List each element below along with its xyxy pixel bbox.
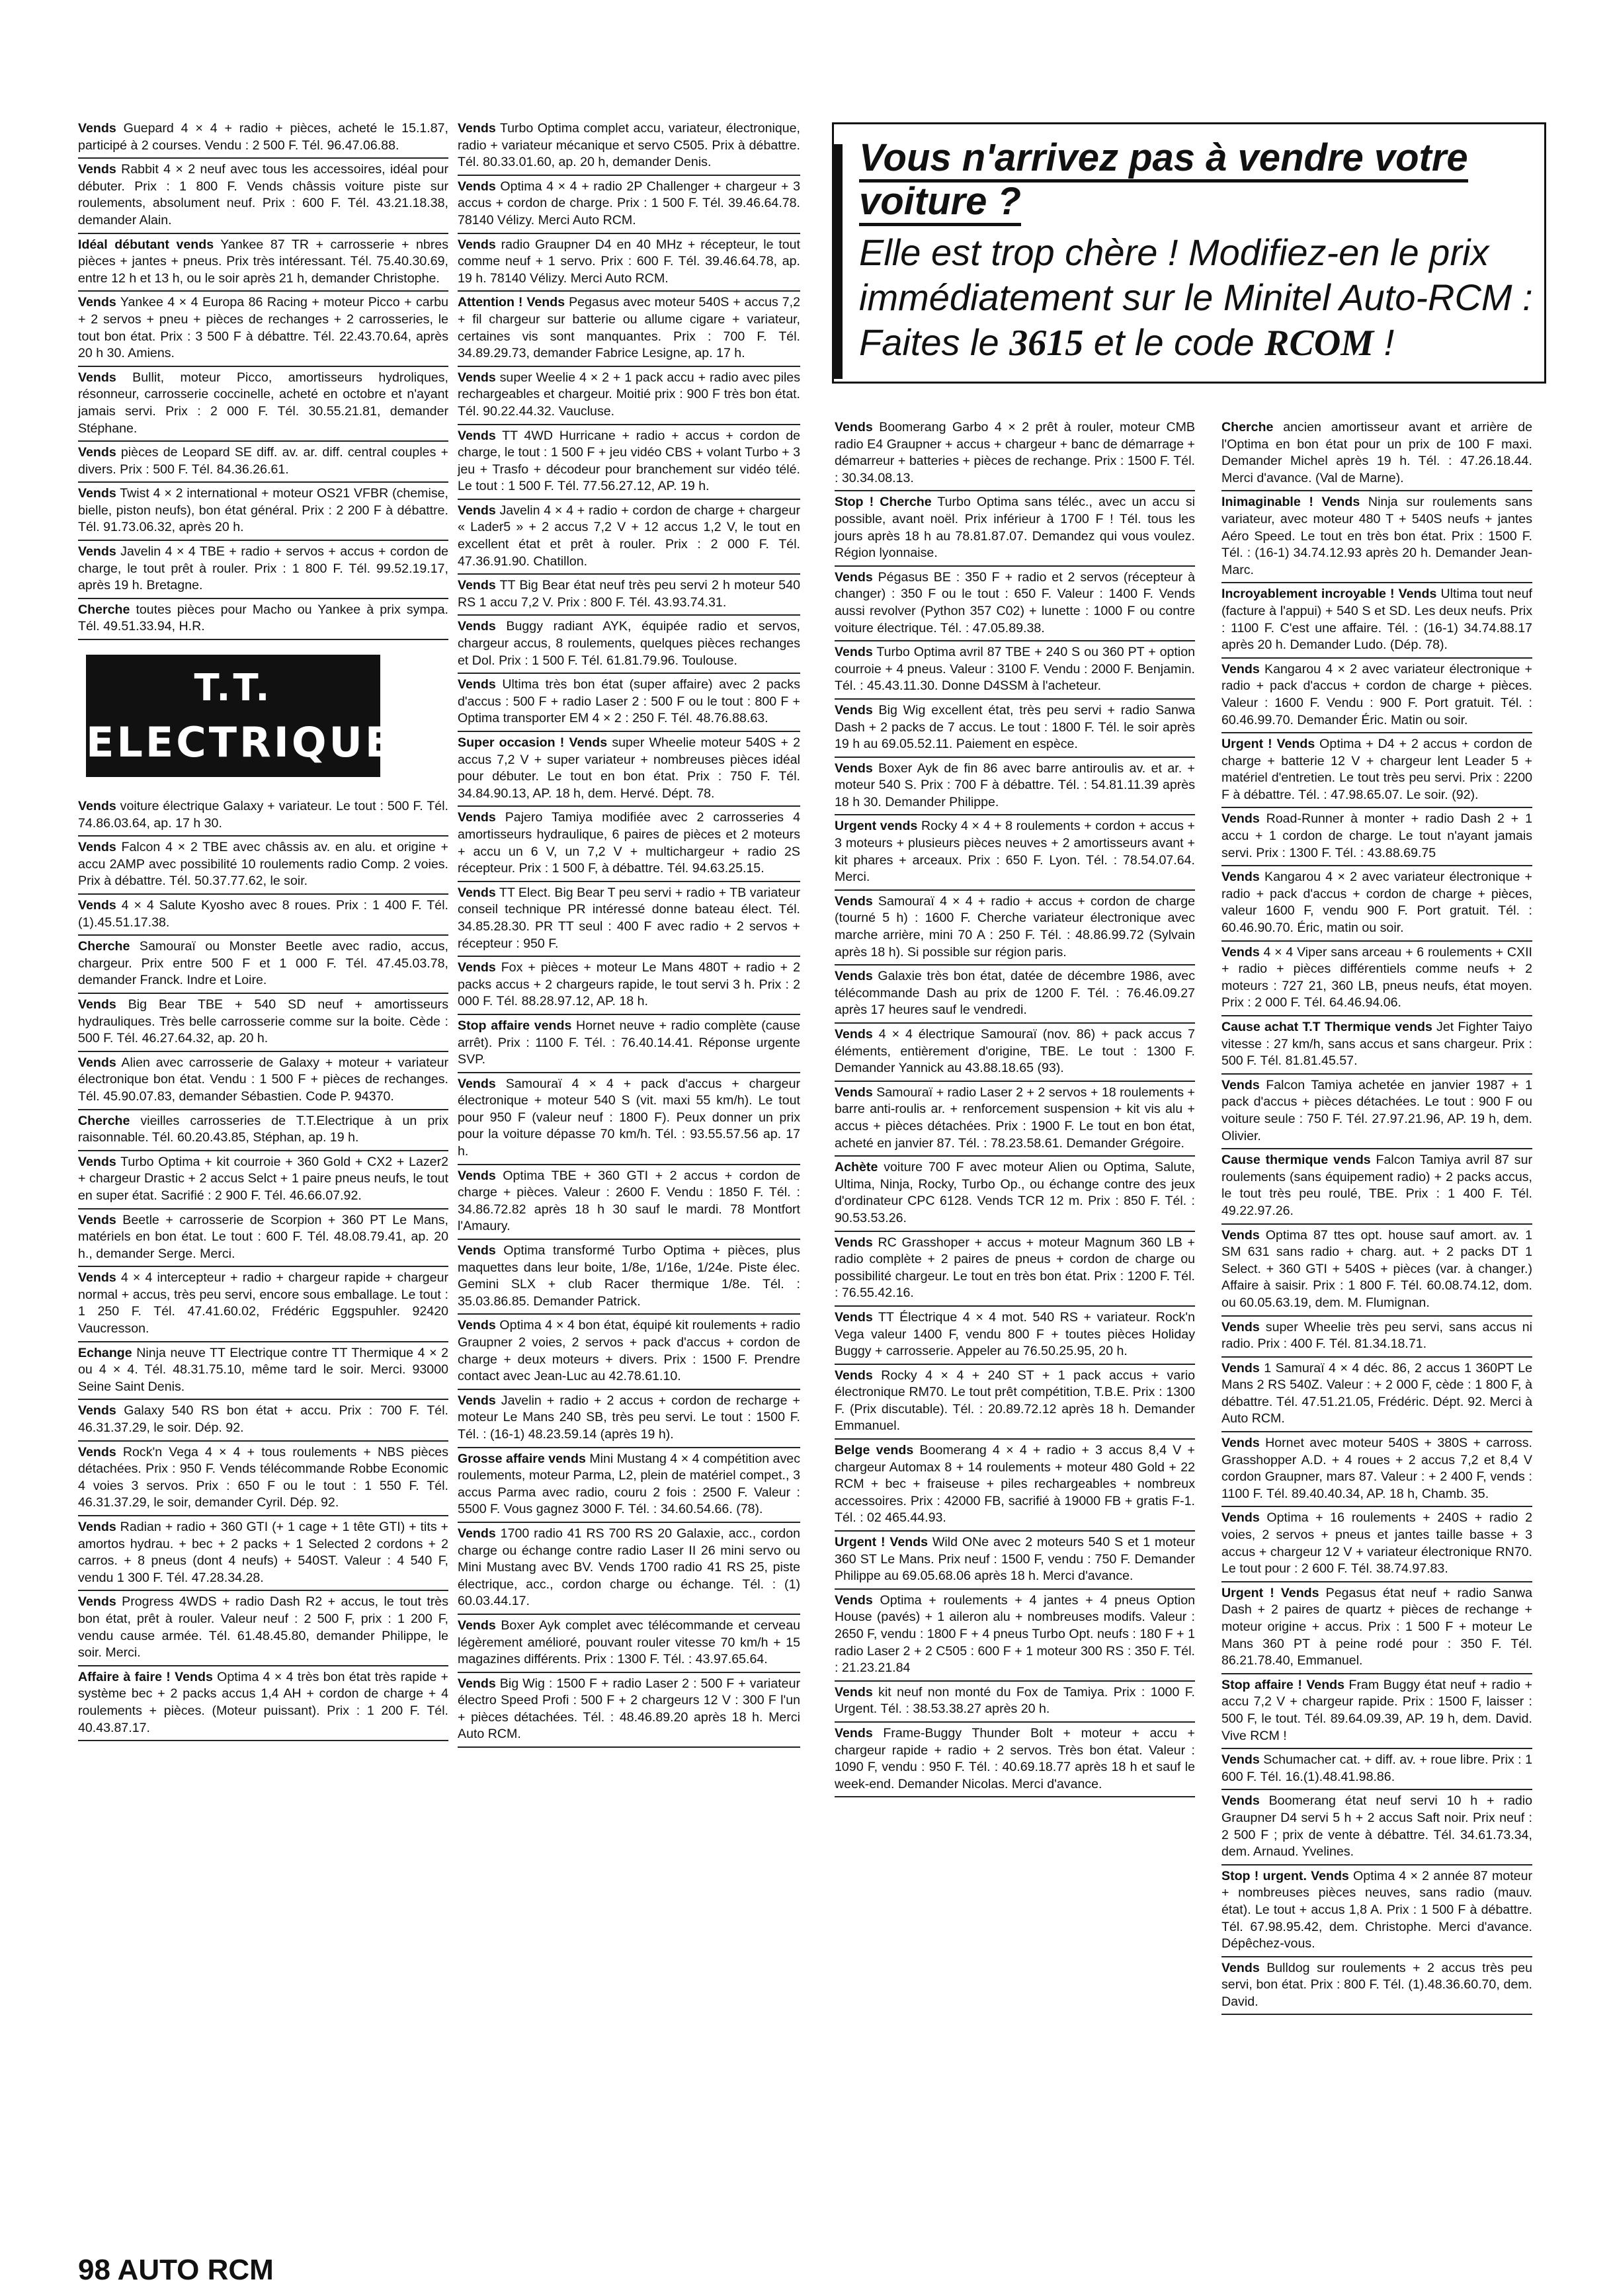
ad-lead: Echange bbox=[78, 1345, 132, 1360]
classified-ad bbox=[458, 1615, 800, 1673]
classified-ad bbox=[835, 1440, 1195, 1532]
ad-lead: Vends bbox=[835, 1684, 873, 1700]
classified-ad bbox=[458, 234, 800, 292]
ad-text: radio Graupner D4 en 40 MHz + récepteur, le tout comme neuf + 1 servo. Prix : 600 F. Tél. 39.46.64.78, ap. 19 h. 78140 Vélizy. Merci Auto RCM. bbox=[458, 237, 800, 286]
classified-ad bbox=[458, 1523, 800, 1615]
ad-lead: Vends bbox=[78, 1212, 116, 1227]
ad-lead: Achète bbox=[835, 1160, 878, 1175]
ad-text: Yankee 87 TR + carrosserie + nbres pièces + jantes + pneus. Prix très intéressant. Tél. 75.40.30.69, entre 12 h et 13 h, ou le soir après 21 h, demander Christophe. bbox=[78, 237, 448, 286]
ad-lead: Grosse affaire vends bbox=[458, 1451, 586, 1466]
ad-lead: Vends bbox=[1221, 1077, 1260, 1092]
classified-ad bbox=[835, 1157, 1195, 1231]
classified-ad bbox=[458, 1673, 800, 1748]
ad-lead: Vends bbox=[78, 1270, 116, 1286]
classified-ad bbox=[458, 674, 800, 732]
ad-lead: Vends bbox=[78, 121, 116, 136]
ad-lead: Vends bbox=[1221, 661, 1260, 676]
ad-lead: Vends bbox=[835, 569, 873, 585]
ad-text: Falcon Tamiya avril 87 sur roulements (sans équipement radio) + 2 packs accus, le tout très peu roulé, TBE. Prix : 1 400 F. Tél. 49.22.97.26. bbox=[1221, 1153, 1532, 1218]
ad-text: pièces de Leopard SE diff. av. ar. diff. central couples + divers. Prix : 500 F. Tél. 84.36.26.61. bbox=[78, 445, 448, 477]
ad-text: Optima 4 × 4 très bon état très rapide + système bec + 2 packs accus 1,4 AH + cordon de charge + 4 roulements + pièces. (Moteur puissant). Prix : 1 200 F. Tél. 40.43.87.17. bbox=[78, 1669, 448, 1735]
ad-lead: Vends bbox=[78, 295, 116, 310]
ad-text: super Wheelie moteur 540S + 2 accus 7,2 V + super variateur + nombreuses pièces idéal pour débuter. Le tout en bon état. Prix : 750 F. Tél. 34.84.90.13, AP. 18 h, dem. Hervé. Dépt. 78. bbox=[458, 735, 801, 801]
classified-ad bbox=[78, 159, 448, 233]
ad-lead: Super occasion ! Vends bbox=[458, 735, 608, 750]
ad-lead: Vends bbox=[78, 1444, 116, 1459]
ad-lead: Vends bbox=[78, 370, 116, 385]
ad-lead: Vends bbox=[458, 578, 496, 593]
classified-ad bbox=[1221, 659, 1532, 733]
ad-lead: Urgent ! Vends bbox=[835, 1535, 929, 1550]
ad-lead: Idéal débutant vends bbox=[78, 237, 214, 252]
classified-ad bbox=[1221, 1749, 1532, 1790]
classified-ad bbox=[835, 1082, 1195, 1157]
classified-ad bbox=[458, 176, 800, 234]
classified-ad bbox=[458, 616, 800, 674]
ad-text: Optima transformé Turbo Optima + pièces, plus maquettes dans leur boite, 1/8e, 1/16e, 1/24e. Piste élec. Gemini SLX + club Racer thermique 1/8e. Tél. : 35.03.86.85. Demander Patrick. bbox=[458, 1243, 800, 1309]
ad-lead: Vends bbox=[78, 1403, 116, 1418]
section-header-tt-electrique bbox=[86, 655, 396, 777]
classified-ad bbox=[78, 1442, 448, 1516]
ad-lead: Cherche bbox=[78, 602, 130, 617]
ad-lead: Incroyablement incroyable ! Vends bbox=[1221, 587, 1437, 602]
ad-text: Turbo Optima sans téléc., avec un accu si possible, avant noël. Prix inférieur à 1700 F ! Tél. tous les jours après 18 h au 78.81.87.07. Demandez qui vous voulez. Région lyonnaise. bbox=[835, 495, 1195, 561]
classified-ad bbox=[1221, 1075, 1532, 1149]
classified-ad bbox=[78, 837, 448, 895]
ad-lead: Vends bbox=[835, 1592, 873, 1608]
classified-ad bbox=[78, 1110, 448, 1151]
ad-text: super Weelie 4 × 2 + 1 pack accu + radio avec piles rechargeables et chargeur. Moitié prix : 900 F très bon état. Tél. 90.22.44.32. Vaucluse. bbox=[458, 370, 800, 419]
classified-ad bbox=[78, 1591, 448, 1666]
ad-text: 4 × 4 électrique Samouraï (nov. 86) + pack accus 7 éléments, entièrement d'origine, TBE. Le tout : 1300 F. Demander Yannick au 43.88.18.65 (93). bbox=[835, 1027, 1195, 1076]
classified-ad bbox=[1221, 1790, 1532, 1865]
ad-text: Rabbit 4 × 2 neuf avec tous les accessoires, idéal pour débuter. Prix : 1 800 F. Vends châssis voiture piste sur roulements, absolument neuf. Prix : 600 F. Tél. 43.21.18.38, demander Alain. bbox=[78, 162, 448, 227]
ad-text: Schumacher cat. + diff. av. + roue libre. Prix : 1 600 F. Tél. 16.(1).48.41.98.86. bbox=[1221, 1752, 1532, 1784]
classified-ad bbox=[1221, 1507, 1532, 1582]
classified-ad bbox=[835, 1682, 1195, 1723]
ad-text: Turbo Optima + kit courroie + 360 Gold + CX2 + Lazer2 + chargeur Drastic + 2 accus Selct + 1 paire pneus neufs, le tout en super état. Sacrifié : 2 900 F. Tél. 46.66.07.92. bbox=[78, 1154, 448, 1203]
ad-text: Boxer Ayk complet avec télécommande et cerveau légèrement amélioré, pouvant rouler vitesse 70 km/h + 15 magazines différents. Prix : 1300 F. Tél. : 43.97.65.64. bbox=[458, 1618, 800, 1667]
ad-lead: Vends bbox=[78, 544, 116, 559]
ad-text: RC Grasshoper + accus + moteur Magnum 360 LB + radio complète + 2 paires de pneus + cordon de charge ou possibilité chargeur. Le tout en très bon état. Prix : 1200 F. Tél. : 76.55.42.16. bbox=[835, 1235, 1195, 1301]
classifieds-column-2 bbox=[458, 118, 800, 1748]
classified-ad bbox=[78, 936, 448, 994]
ad-lead: Urgent ! Vends bbox=[1221, 737, 1315, 752]
page-number: 98 bbox=[78, 2254, 110, 2286]
ad-lead: Stop ! urgent. Vends bbox=[1221, 1868, 1349, 1883]
ad-text: Twist 4 × 2 international + moteur OS21 VFBR (chemise, bielle, piston neufs), bon état général. Prix : 2 200 F à débattre. Tél. 91.73.06.32, après 20 h. bbox=[78, 486, 448, 535]
ad-lead: Vends bbox=[458, 1393, 496, 1408]
ad-lead: Vends bbox=[78, 799, 116, 814]
section-header-line-2: ELECTRIQUE bbox=[86, 718, 396, 767]
classified-ad bbox=[835, 1232, 1195, 1307]
classified-ad bbox=[1221, 866, 1532, 941]
ad-box-title: Vous n'arrivez pas à vendre votre voiture ? bbox=[859, 136, 1534, 224]
classified-ad bbox=[835, 1307, 1195, 1365]
ad-lead: Vends bbox=[78, 1154, 116, 1169]
ad-lead: Vends bbox=[835, 1309, 873, 1325]
ad-text: Alien avec carrosserie de Galaxy + moteur + variateur électronique bon état. Vendu : 1 500 F + pièces de rechanges. Tél. 45.90.07.83, demander Sébastien. Code P. 94370. bbox=[78, 1055, 448, 1104]
ad-lead: Stop ! Cherche bbox=[835, 495, 932, 510]
ad-text: Galaxy 540 RS bon état + accu. Prix : 700 F. Tél. 46.31.37.29, le soir. Dép. 92. bbox=[78, 1403, 448, 1436]
ad-text: Rocky 4 × 4 + 240 ST + 1 pack accus + vario électronique RM70. Le tout prêt compétition, T.B.E. Prix : 1300 F. (Prix discutable). Tél. : 20.89.72.12 après 18 h. Demander Emmanuel. bbox=[835, 1368, 1195, 1434]
ad-text: Boxer Ayk de fin 86 avec barre antiroulis av. et ar. + moteur 540 S. Prix : 700 F à débattre. Tél. : 54.81.11.39 après 18 h 30. Demander Philippe. bbox=[835, 760, 1195, 809]
ad-text: Pegasus avec moteur 540S + accus 7,2 + fil chargeur sur batterie ou allume cigare + variateur, certaines vis sont manquantes. Prix : 700 F. Tél. 34.89.29.73, demander Fabrice Lesigne, ap. 17 h. bbox=[458, 295, 801, 361]
ad-text: 4 × 4 Viper sans arceau + 6 roulements + CXII + radio + pièces différentiels comme neufs + 2 moteurs : 727 21, 360 LB, pneus neufs, état moyen. Prix : 2 000 F. Tél. 64.46.94.06. bbox=[1221, 944, 1532, 1010]
ad-lead: Vends bbox=[458, 121, 496, 136]
ad-box-body: Elle est trop chère ! Modifiez-en le prix immédiatement sur le Minitel Auto-RCM : Faites le 3615 et le code RCOM ! bbox=[859, 231, 1533, 364]
classified-ad bbox=[78, 1400, 448, 1441]
ad-text: Kangarou 4 × 2 avec variateur électronique + radio + pack d'accus + cordon de charge + pièces, valeur 1600 F, vendu 900 F. Port gratuit. Tél. : 60.46.90.70. Éric, matin ou soir. bbox=[1221, 870, 1532, 936]
ad-text: Javelin + radio + 2 accus + cordon de recharge + moteur Le Mans 240 SB, très peu servi. Le tout : 1500 F. Tél. : (16-1) 48.23.59.14 (après 19 h). bbox=[458, 1393, 800, 1442]
ad-lead: Urgent vends bbox=[835, 819, 918, 834]
ad-text: Kangarou 4 × 2 avec variateur électronique + radio + pack d'accus + cordon de charge + pièces. Valeur : 1600 F. Vendu : 900 F. Port gratuit. Tél. : 60.46.99.70. Demander Éric. Matin ou soir. bbox=[1221, 661, 1532, 727]
ad-text: Pajero Tamiya modifiée avec 2 carrosseries 4 amortisseurs hydraulique, 6 paires de pièces et 2 moteurs + accu un 6 V, un 7,2 V + multichargeur + radio 2S récepteur. Prix : 1 500 F, à débattre. Tél. 94.63.25.15. bbox=[458, 810, 800, 876]
ad-text: Rock'n Vega 4 × 4 + tous roulements + NBS pièces détachées. Prix : 950 F. Vends télécommande Robbe Economic 4 voies 3 servos. Prix : 650 F ou le tout : 1 550 F. Tél. 46.31.37.29, le soir, demander Cyril. Dép. 92. bbox=[78, 1444, 448, 1510]
ad-lead: Vends bbox=[458, 1243, 496, 1258]
ad-lead: Vends bbox=[78, 1520, 116, 1534]
ad-text: 4 × 4 intercepteur + radio + chargeur rapide + chargeur normal + accus, très peu servi, encore sous emballage. Le tout : 1 250 F. Tél. 47.41.60.02, Frédéric Eggspuhler. 92420 Vaucresson. bbox=[78, 1270, 448, 1336]
ad-text: Frame-Buggy Thunder Bolt + moteur + accu + chargeur rapide + radio + 2 servos. Très bon état. Valeur : 1090 F, vendu : 950 F. Tél. : 40.69.18.77 après 18 h et sauf le week-end. Demander Nicolas. Merci d'avance. bbox=[835, 1725, 1195, 1791]
ad-lead: Vends bbox=[835, 645, 873, 660]
ad-text: TT Big Bear état neuf très peu servi 2 h moteur 540 RS 1 accu 7,2 V. Prix : 800 F. Tél. 43.93.74.31. bbox=[458, 578, 800, 610]
classified-ad bbox=[78, 541, 448, 599]
ad-text: Bulldog sur roulements + 2 accus très peu servi, bon état. Prix : 800 F. Tél. (1).48.36.60.70, dem. David. bbox=[1221, 1960, 1532, 2009]
classified-ad bbox=[1221, 1317, 1532, 1358]
classified-ad bbox=[458, 367, 800, 425]
ad-text: vieilles carrosseries de T.T.Electrique à un prix raisonnable. Tél. 60.20.43.85, Stéphan, ap. 19 h. bbox=[78, 1113, 448, 1145]
ad-text: Road-Runner à monter + radio Dash 2 + 1 accu + 1 cordon de charge. Le tout n'ayant jamais servi. Prix : 1300 F. Tél. : 43.88.69.75 bbox=[1221, 811, 1532, 860]
classified-ad bbox=[1221, 1866, 1532, 1957]
classified-ad bbox=[78, 1342, 448, 1401]
ad-lead: Vends bbox=[458, 237, 496, 252]
ad-text: Javelin 4 × 4 + radio + cordon de charge + chargeur « Lader5 » + 2 accus 7,2 V + 12 accus 1,2 V, le tout en excellent état et prêt à rouler. Prix : 2 000 F. Tél. 47.36.91.90. Chatillon. bbox=[458, 503, 800, 569]
ad-text: Big Wig excellent état, très peu servi + radio Sanwa Dash + 2 packs de 7 accus. Le tout : 1800 F. Tél. le soir après 19 h au 69.05.52.11. Paiement en espèce. bbox=[835, 702, 1195, 752]
ad-lead: Vends bbox=[1221, 944, 1260, 960]
classified-ad bbox=[1221, 417, 1532, 491]
minitel-code-name: RCOM bbox=[1264, 323, 1374, 364]
ad-lead: Vends bbox=[458, 810, 496, 825]
ad-lead: Vends bbox=[458, 428, 496, 443]
ad-lead: Vends bbox=[1221, 1510, 1260, 1526]
classified-ad bbox=[835, 1590, 1195, 1682]
classified-ad bbox=[78, 994, 448, 1052]
ad-text: TT Elect. Big Bear T peu servi + radio + TB variateur conseil technique PR intéressé donne bateau élect. Tél. 34.85.28.30. PR TT seul : 400 F avec radio + 2 servos + récepteur : 950 F. bbox=[458, 885, 800, 951]
classified-ad bbox=[458, 1315, 800, 1389]
ad-lead: Vends bbox=[835, 893, 873, 909]
classified-ad bbox=[458, 118, 800, 176]
classified-ad bbox=[835, 1723, 1195, 1797]
ad-text: 1 Samuraï 4 × 4 déc. 86, 2 accus 1 360PT Le Mans 2 RS 540Z. Valeur : + 2 000 F, cède : 1 800 F, à débattre. Tél. 47.51.21.05, Frédéric. Dépt. 92. Merci à Auto RCM. bbox=[1221, 1360, 1532, 1426]
ad-text: Optima + roulements + 4 jantes + 4 pneus Option House (pavés) + 1 aileron alu + nombreuses modifs. Valeur : 2650 F, vendu : 1800 F + 4 pneus Turbo Opt. neufs : 180 F + 1 radio Laser 2 + 2 C505 : 600 F + 1 moteur 300 RS : 350 F. Tél. : 21.23.21.84 bbox=[835, 1592, 1195, 1676]
classified-ad bbox=[78, 1151, 448, 1210]
ad-text: Optima TBE + 360 GTI + 2 accus + cordon de charge + pièces. Valeur : 2600 F. Vendu : 1850 F. Tél. : 34.86.72.82 après 18 h 30 sauf le mardi. 78 Montfort l'Amaury. bbox=[458, 1168, 800, 1234]
ad-text: Samouraï 4 × 4 + pack d'accus + chargeur électronique + moteur 540 S (vit. maxi 55 km/h). Le tout pour 950 F (valeur neuf : 1800 F). Peux donner un prix pour la voiture dépasse 70 km/h. Tél. : 93.55.57.56 ap. 17 h. bbox=[458, 1076, 800, 1159]
ad-lead: Stop affaire vends bbox=[458, 1018, 572, 1033]
ad-text: Optima 87 ttes opt. house sauf amort. av. 1 SM 631 sans radio + charg. aut. + 2 packs DT 1 Select. + 360 GTI + 540S + pièces (var. à changer.) Affaire à saisir. Prix : 1 800 F. Tél. 60.08.74.12, dom. ou 60.05.63.19, dem. M. Flumignan. bbox=[1221, 1227, 1532, 1310]
classified-ad bbox=[78, 292, 448, 366]
classified-ad bbox=[78, 442, 448, 483]
section-header-line-1: T.T. bbox=[194, 667, 272, 710]
ad-lead: Vends bbox=[835, 1085, 873, 1100]
ad-text: Mini Mustang 4 × 4 compétition avec roulements, moteur Parma, L2, plein de matériel compet., 3 accus Parma avec radio, couru 2 fois : 2500 F. Valeur : 5500 F. Vous gagnez 3000 F. Tél. : 34.60.54.66. (78). bbox=[458, 1451, 800, 1517]
ad-lead: Vends bbox=[1221, 811, 1260, 827]
ad-lead: Vends bbox=[458, 1676, 496, 1691]
classified-ad bbox=[835, 641, 1195, 700]
classified-ad bbox=[1221, 1016, 1532, 1075]
ad-lead: Urgent ! Vends bbox=[1221, 1585, 1319, 1600]
ad-text: Wild ONe avec 2 moteurs 540 S et 1 moteur 360 ST Le Mans. Prix neuf : 1500 F, vendu : 750 F. Demander Philippe au 69.05.68.06 après 18 h. Merci d'avance. bbox=[835, 1535, 1195, 1584]
classified-ad bbox=[458, 292, 800, 366]
classified-ad bbox=[78, 483, 448, 541]
classified-ad bbox=[78, 796, 448, 837]
ad-text: voiture 700 F avec moteur Alien ou Optima, Salute, Ultima, Ninja, Rocky, Turbo Op., ou échange contre des jeux d'ordinateur CPC 6128. Vends TCR 12 m. Prix : 850 F. Tél. : 90.53.53.26. bbox=[835, 1160, 1195, 1225]
classified-ad bbox=[835, 491, 1195, 566]
classified-ad bbox=[78, 1516, 448, 1591]
ad-lead: Vends bbox=[458, 1168, 496, 1183]
classifieds-column-1 bbox=[78, 118, 448, 1741]
ad-lead: Vends bbox=[458, 1618, 496, 1633]
ad-lead: Vends bbox=[835, 1235, 873, 1250]
ad-text: Pégasus BE : 350 F + radio et 2 servos (récepteur à changer) : 350 F ou le tout : 650 F. Valeur : 1400 F. Vends aussi revolver (Python 357 C02) + lunette : 1000 F ou contre voiture électrique. Tél. : 47.05.89.38. bbox=[835, 569, 1195, 636]
ad-text: Beetle + carrosserie de Scorpion + 360 PT Le Mans, matériels en bon état. Le tout : 600 F. Tél. 48.08.79.41, ap. 20 h., demander Serge. Merci. bbox=[78, 1212, 448, 1261]
ad-lead: Cause thermique vends bbox=[1221, 1153, 1371, 1168]
classified-ad bbox=[458, 957, 800, 1015]
ad-lead: Vends bbox=[1221, 870, 1260, 885]
ad-text: Hornet avec moteur 540S + 380S + carross. Grasshopper A.D. + 4 roues + 2 accus 7,2 et 8,4 V cordon Graupner, mars 87. Valeur : + 2 400 F, vends : 1100 F. Tél. 89.40.40.34, AP. 18 h, Chamb. 35. bbox=[1221, 1436, 1532, 1501]
classified-ad bbox=[78, 1666, 448, 1741]
ad-lead: Vends bbox=[78, 1594, 116, 1610]
ad-lead: Vends bbox=[458, 1318, 496, 1333]
ad-text: Boomerang Garbo 4 × 2 prêt à rouler, moteur CMB radio E4 Graupner + accus + chargeur + banc de démarrage + démarreur + batteries + pièces de rechange. Prix : 1500 F. Tél. : 30.34.08.13. bbox=[835, 420, 1195, 485]
ad-text: 1700 radio 41 RS 700 RS 20 Galaxie, acc., cordon charge ou échange contre radio Laser II 26 mini servo ou Mini Mustang avec BV. Vends 1700 radio 41 RS 25, piste électrique, acc., cordon charge ou échange. Tél. : (1) 60.03.44.17. bbox=[458, 1526, 800, 1609]
ad-text: Hornet neuve + radio complète (cause arrêt). Prix : 1100 F. Tél. : 76.40.14.41. Réponse urgente SVP. bbox=[458, 1018, 801, 1067]
ad-lead: Vends bbox=[1221, 1793, 1260, 1809]
ad-lead: Vends bbox=[78, 486, 116, 501]
classifieds-column-4 bbox=[1221, 417, 1532, 2015]
ad-lead: Vends bbox=[458, 1076, 496, 1091]
ad-lead: Affaire à faire ! Vends bbox=[78, 1669, 213, 1684]
ad-lead: Vends bbox=[458, 960, 496, 975]
ad-lead: Vends bbox=[458, 370, 496, 385]
ad-text: Falcon Tamiya achetée en janvier 1987 + 1 pack d'accus + pièces détachées. Le tout : 900 F ou voiture seule : 750 F. Tél. 27.97.21.96, AP. 19 h, dem. Olivier. bbox=[1221, 1077, 1532, 1143]
classified-ad bbox=[1221, 1957, 1532, 2016]
ad-lead: Vends bbox=[1221, 1436, 1260, 1451]
ad-text: Boomerang 4 × 4 + radio + 3 accus 8,4 V + chargeur Automax 8 + 14 roulements + moteur 480 Gold + 22 RCM + bec + fraiseuse + piles rechargeables + nombreux accessoires. Prix : 42000 FB, sacrifié à 19000 FB + gratis F-1. Tél. : 02 465.44.93. bbox=[835, 1443, 1195, 1526]
ad-lead: Vends bbox=[835, 702, 873, 718]
ad-text: Optima 4 × 4 + radio 2P Challenger + chargeur + 3 accus + cordon de charge. Prix : 1 500 F. Tél. 39.46.64.78. 78140 Vélizy. Merci Auto RCM. bbox=[458, 179, 800, 227]
ad-lead: Vends bbox=[458, 677, 496, 692]
ad-lead: Vends bbox=[78, 997, 116, 1012]
ad-text: Jet Fighter Taiyo vitesse : 27 km/h, sans accus et sans chargeur. Prix : 500 F. Tél. 81.81.45.57. bbox=[1221, 1020, 1532, 1069]
ad-lead: Vends bbox=[835, 420, 873, 434]
ad-lead: Vends bbox=[458, 1526, 496, 1541]
ad-lead: Cherche bbox=[78, 939, 130, 954]
classified-ad bbox=[458, 1390, 800, 1448]
ad-text: Turbo Optima complet accu, variateur, électronique, radio + variateur mécanique et servo C505. Prix à débattre. Tél. 80.33.01.60, ap. 20 h, demander Denis. bbox=[458, 121, 800, 170]
ad-lead: Inimaginable ! Vends bbox=[1221, 495, 1360, 510]
ad-text: toutes pièces pour Macho ou Yankee à prix sympa. Tél. 49.51.33.94, H.R. bbox=[78, 602, 448, 634]
classified-ad bbox=[835, 1024, 1195, 1082]
ad-text: Samouraï + radio Laser 2 + 2 servos + 18 roulements + barre anti-roulis ar. + renforcement suspension + kit vis alu + accus + pièces détachées. Prix : 1900 F. Le tout en bon état, acheté en janvier 87. Tél. : 78.23.58.61. Demander Grégoire. bbox=[835, 1085, 1195, 1151]
ad-text: TT 4WD Hurricane + radio + accus + cordon de charge, le tout : 1 500 F + jeu vidéo CBS + volant Turbo + 3 jeu + Trasfo + décodeur pour branchement sur vidéo télé. Le tout : 1 500 F. Tél. 77.56.27.12, AP. 19 h. bbox=[458, 428, 800, 494]
classified-ad bbox=[835, 815, 1195, 890]
ad-text: Guepard 4 × 4 + radio + pièces, acheté le 15.1.87, participé à 2 courses. Vendu : 2 500 F. Tél. 96.47.06.88. bbox=[78, 121, 448, 153]
ad-lead: Attention ! Vends bbox=[458, 295, 565, 310]
classified-ad bbox=[78, 234, 448, 292]
page-footer bbox=[78, 2254, 274, 2287]
ad-lead: Cause achat T.T Thermique vends bbox=[1221, 1020, 1432, 1034]
classified-ad bbox=[458, 425, 800, 500]
ad-lead: Vends bbox=[835, 1368, 873, 1383]
ad-text: Ultima très bon état (super affaire) avec 2 packs d'accus : 500 F + radio Laser 2 : 500 F ou le tout : 800 F + Optima transporter EM 4 × 2 : 250 F. Tél. 48.76.88.63. bbox=[458, 677, 800, 726]
classifieds-column-3 bbox=[835, 417, 1195, 1797]
ad-lead: Vends bbox=[1221, 1227, 1260, 1243]
ad-lead: Vends bbox=[1221, 1960, 1260, 1975]
ad-lead: Vends bbox=[1221, 1752, 1260, 1768]
ad-text: 4 × 4 Salute Kyosho avec 8 roues. Prix : 1 400 F. Tél. (1).45.51.17.38. bbox=[78, 898, 448, 930]
classified-ad bbox=[458, 807, 800, 882]
classified-ad bbox=[835, 417, 1195, 491]
ad-text: Big Bear TBE + 540 SD neuf + amortisseurs hydrauliques. Très belle carrosserie comme sur la boite. Cède : 500 F. Tél. 46.27.64.32, ap. 20 h. bbox=[78, 997, 448, 1046]
ad-text: Progress 4WDS + radio Dash R2 + accus, le tout très bon état, prêt à rouler. Valeur neuf : 2 500 F, prix : 1 200 F, vendu cause armée. Tél. 61.48.45.80, demander Philippe, le soir. Merci. bbox=[78, 1594, 448, 1660]
classified-ad bbox=[458, 1165, 800, 1240]
ad-text: TT Électrique 4 × 4 mot. 540 RS + variateur. Rock'n Vega valeur 1400 F, vendu 800 F + toutes pièces Holiday Buggy + carrosserie. Appeler au 76.50.25.95, 20 h. bbox=[835, 1309, 1195, 1359]
ad-lead: Vends bbox=[78, 162, 116, 177]
ad-text: kit neuf non monté du Fox de Tamiya. Prix : 1000 F. Urgent. Tél. : 38.53.38.27 après 20 h. bbox=[835, 1684, 1195, 1717]
ad-text: Optima + 16 roulements + 240S + radio 2 voies, 2 servos + pneus et jantes taille basse + 3 accus + chargeur 12 V + variateur électronique RN70. Le tout pour : 2 600 F. Tél. 38.74.97.83. bbox=[1221, 1510, 1532, 1577]
ad-box-accent-bar bbox=[832, 144, 843, 379]
ad-text: Javelin 4 × 4 TBE + radio + servos + accus + cordon de charge, le tout prêt à rouler. Prix : 1 800 F. Tél. 99.52.19.17, après 19 h. Bretagne. bbox=[78, 544, 448, 593]
ad-text: Yankee 4 × 4 Europa 86 Racing + moteur Picco + carbu + 2 servos + pneu + pièces de rechanges + 2 carrosseries, le tout bon état. Prix : 3 500 F à débattre. Tél. 22.43.70.64, après 20 h 30. Amiens. bbox=[78, 295, 448, 361]
ad-text: ancien amortisseur avant et arrière de l'Optima en bon état pour un prix de 100 F maxi. Demander Michel après 19 h. Tél. : 47.26.18.44. Merci d'avance. (Val de Marne). bbox=[1221, 420, 1532, 485]
ad-text: Optima 4 × 2 année 87 moteur + nombreuses pièces neuves, sans radio (mauv. état). Le tout + accus 1,8 A. Prix : 1 500 F à débattre. Tél. 67.98.95.42, dem. Christophe. Merci d'avance. Dépêchez-vous. bbox=[1221, 1868, 1532, 1951]
ad-text: Boomerang état neuf servi 10 h + radio Graupner D4 servi 5 h + 2 accus Saft noir. Prix neuf : 2 500 F ; prix de vente à débattre. Tél. 34.61.73.34, dem. Arnaud. Yvelines. bbox=[1221, 1793, 1532, 1860]
ad-text: voiture électrique Galaxy + variateur. Le tout : 500 F. Tél. 74.86.03.64, ap. 17 h 30. bbox=[78, 799, 448, 831]
classified-ad bbox=[78, 895, 448, 936]
classified-ad bbox=[1221, 1582, 1532, 1674]
classified-ad bbox=[835, 1365, 1195, 1440]
classified-ad bbox=[78, 367, 448, 442]
classified-ad bbox=[78, 1052, 448, 1110]
ad-text: Big Wig : 1500 F + radio Laser 2 : 500 F + variateur électro Speed Profi : 500 F + 2 chargeurs 12 V : 300 F l'un + pièces détachées. Tél. : 48.46.89.20 après 18 h. Merci Auto RCM. bbox=[458, 1676, 800, 1742]
magazine-name: AUTO RCM bbox=[117, 2254, 274, 2286]
classified-ad bbox=[458, 732, 800, 807]
classified-ad bbox=[835, 891, 1195, 965]
classified-ad bbox=[458, 1448, 800, 1523]
classified-ad bbox=[835, 758, 1195, 816]
ad-lead: Vends bbox=[835, 760, 873, 776]
classified-ad bbox=[1221, 583, 1532, 658]
classified-ad bbox=[78, 599, 448, 640]
ad-lead: Vends bbox=[458, 885, 496, 900]
classified-ad bbox=[458, 882, 800, 957]
ad-lead: Vends bbox=[458, 503, 496, 518]
classified-ad bbox=[1221, 942, 1532, 1016]
ad-lead: Vends bbox=[78, 898, 116, 913]
classified-ad bbox=[835, 700, 1195, 758]
classified-ad bbox=[1221, 491, 1532, 583]
ad-lead: Belge vends bbox=[835, 1443, 914, 1458]
classified-ad bbox=[835, 1532, 1195, 1590]
ad-lead: Stop affaire ! Vends bbox=[1221, 1677, 1345, 1692]
ad-text: Turbo Optima avril 87 TBE + 240 S ou 360 PT + option courroie + 4 pneus. Valeur : 3100 F. Vendu : 2000 F. Benjamin. Tél. : 45.43.11.30. Donne D4SSM à l'acheteur. bbox=[835, 645, 1195, 694]
ad-text: Samouraï 4 × 4 + radio + accus + cordon de charge (tourné 5 h) : 1600 F. Cherche variateur électronique avec marche arrière, mini 70 A : 250 F. Tél. : 48.86.99.72 (Sylvain après 18 h). Si possible sur région paris. bbox=[835, 893, 1195, 960]
ad-lead: Vends bbox=[78, 1055, 116, 1070]
ad-lead: Vends bbox=[78, 840, 116, 855]
classified-ad bbox=[1221, 1674, 1532, 1749]
classified-ad bbox=[458, 575, 800, 616]
ad-text: Ninja sur roulements sans variateur, avec moteur 480 T + 540S neufs + jantes Aéro Speed. Le tout en très bon état. Prix : 1500 F. Tél. : (16-1) 34.74.12.93 après 20 h. Demander Jean-Marc. bbox=[1221, 495, 1532, 577]
ad-text: Optima 4 × 4 bon état, équipé kit roulements + radio Graupner 2 voies, 2 servos + pack d'accus + cordon de charge + deux moteurs + divers. Prix : 1500 F. Prendre contact avec Jean-Luc au 42.78.61.10. bbox=[458, 1318, 800, 1384]
classified-ad bbox=[1221, 1432, 1532, 1507]
ad-lead: Vends bbox=[1221, 1360, 1260, 1375]
ad-lead: Vends bbox=[835, 1725, 873, 1741]
ad-lead: Vends bbox=[1221, 1319, 1260, 1334]
classified-ad bbox=[78, 118, 448, 159]
ad-text: Falcon 4 × 2 TBE avec châssis av. en alu. et origine + accu 2AMP avec possibilité 10 roulements radio Comp. 2 voies. Prix à débattre. Tél. 50.37.77.62, le soir. bbox=[78, 840, 448, 889]
classified-ad bbox=[835, 567, 1195, 641]
minitel-code-number: 3615 bbox=[1009, 323, 1084, 364]
ad-lead: Vends bbox=[458, 619, 496, 634]
minitel-ad-box bbox=[832, 122, 1546, 384]
ad-text: super Wheelie très peu servi, sans accus ni radio. Prix : 400 F. Tél. 81.34.18.71. bbox=[1221, 1319, 1532, 1352]
classified-ad bbox=[78, 1267, 448, 1342]
classified-ad bbox=[78, 1210, 448, 1268]
ad-text: Rocky 4 × 4 + 8 roulements + cordon + accus + 3 moteurs + plusieurs pièces neuves + 2 amortisseurs avant + kit phares + arceaux. Prix : 650 F. Lyon. Tél. : 78.54.07.64. Merci. bbox=[835, 819, 1195, 885]
ad-text: Buggy radiant AYK, équipée radio et servos, chargeur accus, 8 roulements, quelques pièces rechanges et Dol. Prix : 1 500 F. Tél. 61.81.79.96. Toulouse. bbox=[458, 619, 800, 668]
ad-text: Galaxie très bon état, datée de décembre 1986, avec télécommande Dash au prix de 1200 F. Tél. : 76.46.09.27 après 17 heures sauf le vendredi. bbox=[835, 969, 1195, 1018]
ad-text: Pegasus état neuf + radio Sanwa Dash + 2 paires de quartz + pièces de rechange + moteur origine + accus. Prix : 1 500 F + moteur Le Mans 360 PT à peine rodé pour : 350 F. Tél. 86.21.78.40, Emmanuel. bbox=[1221, 1585, 1532, 1668]
classified-ad bbox=[458, 500, 800, 575]
ad-lead: Vends bbox=[835, 969, 873, 984]
ad-lead: Cherche bbox=[1221, 420, 1274, 434]
ad-lead: Vends bbox=[78, 445, 116, 460]
classified-ad bbox=[1221, 1149, 1532, 1224]
classified-ad bbox=[1221, 1358, 1532, 1432]
classified-ad bbox=[1221, 808, 1532, 866]
classified-ad bbox=[458, 1240, 800, 1315]
classified-ad bbox=[458, 1015, 800, 1073]
ad-text: Samouraï ou Monster Beetle avec radio, accus, chargeur. Prix entre 500 F et 1 000 F. Tél. 47.45.03.78, demander Franck. Indre et Loire. bbox=[78, 939, 448, 988]
classified-ad bbox=[1221, 1225, 1532, 1317]
ad-text: Optima + D4 + 2 accus + cordon de charge + batterie 12 V + chargeur lent Leader 5 + matériel d'entretien. Le tout très peu servi. Prix : 2200 F à débattre. Tél. : 47.98.65.07. Le soir. (92). bbox=[1221, 737, 1532, 802]
ad-text: Fox + pièces + moteur Le Mans 480T + radio + 2 packs accus + 2 chargeurs rapide, le tout servi 3 h. Prix : 2 000 F. Tél. 88.28.97.12, AP. 18 h. bbox=[458, 960, 800, 1009]
ad-text: Radian + radio + 360 GTI (+ 1 cage + 1 tête GTI) + tits + amortos hydrau. + bec + 2 packs + 1 Selected 2 cordons + 2 carros. + 8 pneus (dont 4 neufs) + 540ST. Valeur : 4 540 F, vendu 1 300 F. Tél. 47.28.34.28. bbox=[78, 1520, 448, 1585]
ad-lead: Cherche bbox=[78, 1113, 130, 1128]
classified-ad bbox=[835, 965, 1195, 1024]
ad-text: Bullit, moteur Picco, amortisseurs hydroliques, résonneur, carrosserie coccinelle, acheté en octobre et n'ayant jamais servi. Prix : 2 000 F. Tél. 30.55.21.81, demander Stéphane. bbox=[78, 370, 448, 436]
ad-text: Fram Buggy état neuf + radio + accu 7,2 V + chargeur rapide. Prix : 1500 F, laisser : 500 F, le tout. Tél. 89.64.09.39, AP. 19 h, dem. David. Vive RCM ! bbox=[1221, 1677, 1532, 1743]
classified-ad bbox=[458, 1073, 800, 1165]
classified-ad bbox=[1221, 733, 1532, 808]
ad-lead: Vends bbox=[835, 1027, 873, 1042]
ad-text: Ultima tout neuf (facture à l'appui) + 540 S et SD. Les deux neufs. Prix : 1100 F. C'est une affaire. Tél. : (16-1) 34.74.88.17 après 20 h. Demander Ludo. (Dép. 78). bbox=[1221, 587, 1533, 653]
ad-lead: Vends bbox=[458, 179, 496, 194]
ad-text: Ninja neuve TT Electrique contre TT Thermique 4 × 2 ou 4 × 4. Tél. 48.31.75.10, même tard le soir. Merci. 93000 Seine Saint Denis. bbox=[78, 1345, 448, 1394]
